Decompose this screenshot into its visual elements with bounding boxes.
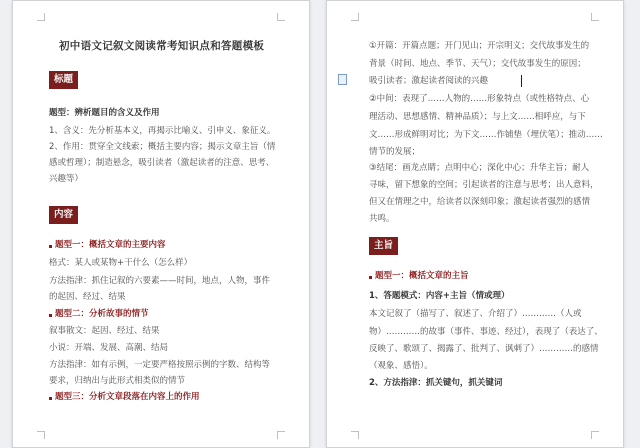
document-page-left (12, 0, 310, 448)
question-type-heading: 题型三：分析文章段落在内容上的作用 (55, 392, 200, 402)
body-line: ③结尾：画龙点睛；点明中心；深化中心；升华主旨；耐人 (369, 163, 590, 173)
body-line: 吸引读者；激起读者阅读的兴趣 (369, 76, 489, 86)
question-type-heading: 题型：辨析题目的含义及作用 (49, 108, 160, 118)
margin-mark (37, 431, 45, 439)
body-line: 但又在情理之中，给读者以深刻印象；激起读者强烈的感情 (369, 197, 591, 207)
section-banner-content: 内容 (49, 206, 78, 224)
margin-mark (591, 13, 599, 21)
body-line: 小说：开端、发展、高潮、结局 (49, 343, 169, 353)
body-line: 文……形成鲜明对比；为下文……作铺垫（埋伏笔）；推动…… (369, 130, 603, 140)
heading-marker (369, 276, 372, 279)
body-line: 要求，归纳出与此形式相类似的情节 (49, 376, 186, 386)
body-line: 兴趣等） (49, 174, 84, 184)
question-type-heading: 题型一：概括文章的主旨 (375, 271, 469, 281)
body-line: 共鸣。 (369, 214, 395, 224)
body-line: 感或哲理）；制造悬念，吸引读者（激起读者的注意、思考、 (49, 158, 275, 168)
margin-mark (37, 13, 45, 21)
margin-mark (277, 13, 285, 21)
margin-mark (591, 431, 599, 439)
body-line: 物）…………的故事（事件、事迹、经过），表现了（表达了、 (369, 327, 603, 337)
answer-heading: 1、答题模式：内容+主旨（情或理） (369, 291, 510, 301)
heading-marker (49, 314, 52, 317)
margin-mark (351, 431, 359, 439)
heading-marker (49, 397, 52, 400)
body-line: 方法指津：如有示例，一定要严格按照示例的字数、结构等 (49, 360, 271, 370)
document-page-right (326, 0, 624, 448)
body-line: 叙事散文：起因、经过、结果 (49, 326, 160, 336)
answer-heading: 2、方法指津：抓关键句，抓关键词 (369, 378, 503, 388)
body-line: 寻味，留下想象的空间；引起读者的注意与思考；出人意料， (369, 180, 599, 190)
body-line: ①开篇：开篇点题；开门见山；开宗明义；交代故事发生的 (369, 41, 590, 51)
body-line: 1、含义：先分析基本义，再揭示比喻义、引申义、象征义。 (49, 126, 276, 136)
body-line: 格式：某人或某物+干什么（怎么样） (49, 258, 193, 268)
document-title: 初中语文记叙文阅读常考知识点和答题模板 (59, 40, 265, 52)
body-line: 情节的发展； (369, 147, 421, 157)
margin-mark (277, 431, 285, 439)
body-line: ②中间：表现了……人物的……形象特点（或性格特点、心 (369, 94, 590, 104)
body-line: 本文记叙了（描写了、叙述了、介绍了）…………（人或 (369, 309, 582, 319)
section-banner-title: 标题 (49, 71, 78, 89)
body-line: 背景（时间、地点、季节、天气）；交代故事发生的原因； (369, 59, 586, 69)
body-line: 理活动、思想感情、精神品质）；与上文……相呼应，与下 (369, 112, 586, 122)
question-type-heading: 题型一：概括文章的主要内容 (55, 240, 166, 250)
question-type-heading: 题型二：分析故事的情节 (55, 309, 149, 319)
body-line: （观象、感悟）。 (369, 361, 433, 371)
heading-marker (49, 245, 52, 248)
margin-mark (351, 13, 359, 21)
body-line: 反映了、歌颂了、揭露了、批判了、讽刺了）…………的感情 (369, 344, 599, 354)
body-line: 的起因、经过、结果 (49, 292, 126, 302)
body-line: 2、作用：贯穿全文线索；概括主要内容；揭示文章主旨（情 (49, 142, 276, 152)
body-line: 方法指津：抓住记叙的六要素——时间，地点，人物，事件 (49, 276, 271, 286)
text-cursor[interactable] (521, 75, 522, 87)
document-icon (338, 74, 347, 85)
section-banner-theme: 主旨 (369, 237, 398, 255)
